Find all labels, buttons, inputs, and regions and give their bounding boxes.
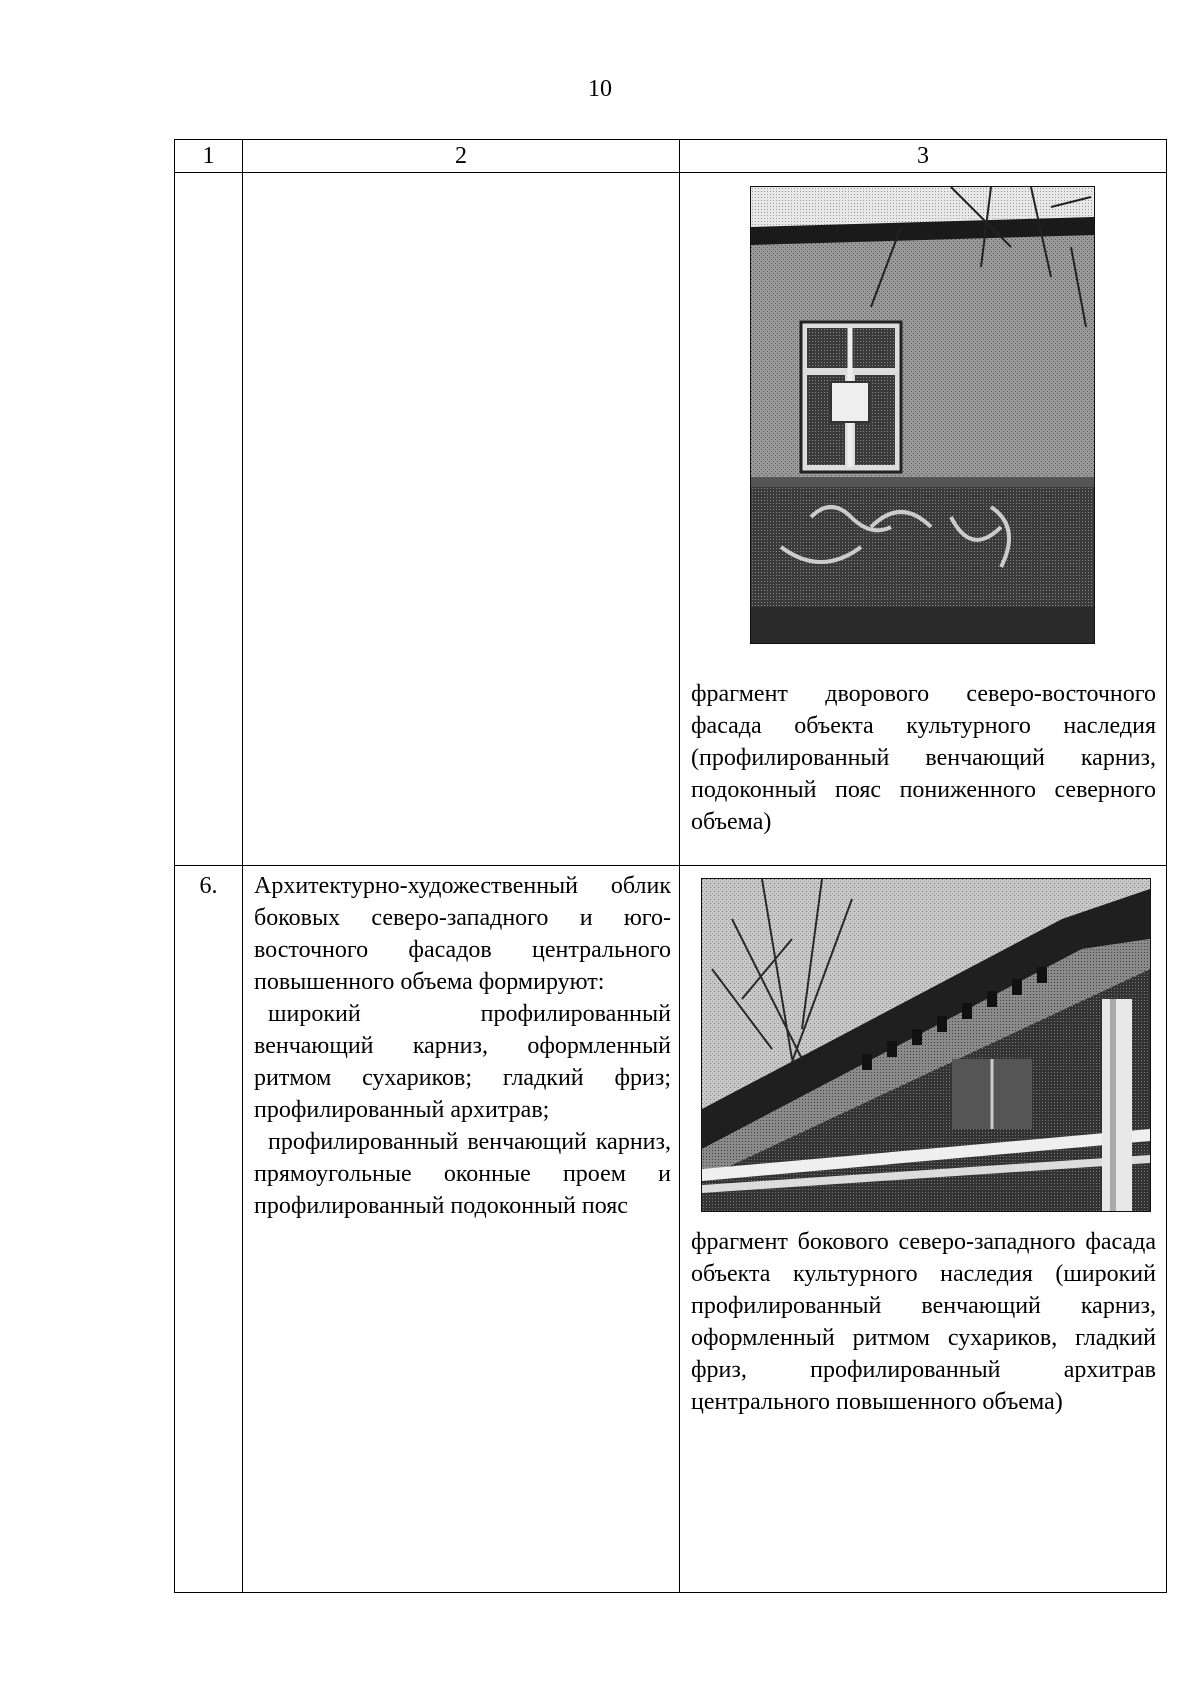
- photo-cell: [680, 866, 1167, 1593]
- row-number-cell: 6.: [175, 866, 243, 1593]
- photo-caption: фрагмент бокового северо-западного фасада объекта культурного наследия (широкий профилированный венчающий карниз, оформленный ритмом сухариков, гладкий фриз, профилированный архитрав центрального повышенного объема): [691, 1229, 1156, 1415]
- photo-cell: [680, 173, 1167, 866]
- description-paragraph: профилированный венчающий карниз, прямоугольные оконные проем и профилированный подоконный пояс: [254, 1129, 671, 1219]
- description-cell: [243, 173, 680, 866]
- photo-caption: фрагмент дворового северо-восточного фасада объекта культурного наследия (профилированный венчающий карниз, подоконный пояс пониженного северного объема): [691, 681, 1156, 835]
- header-col-3: 3: [680, 140, 1167, 173]
- table-header-row: [175, 140, 1167, 173]
- table-row: [175, 173, 1167, 866]
- courtyard-facade-photo: [750, 186, 1095, 644]
- header-col-2: 2: [243, 140, 680, 173]
- row-number-cell: [175, 173, 243, 866]
- table-row: [175, 866, 1167, 1593]
- description-cell: [243, 866, 680, 1593]
- side-facade-photo: [701, 878, 1151, 1212]
- description-paragraph: Архитектурно-художественный облик боковых северо-западного и юго-восточного фасадов центрального повышенного объема формируют:: [254, 873, 671, 995]
- heritage-table: [174, 139, 1167, 1593]
- description-paragraph: широкий профилированный венчающий карниз, оформленный ритмом сухариков; гладкий фриз; профилированный архитрав;: [254, 1001, 671, 1123]
- header-col-1: 1: [175, 140, 243, 173]
- page-number: 10: [588, 76, 612, 102]
